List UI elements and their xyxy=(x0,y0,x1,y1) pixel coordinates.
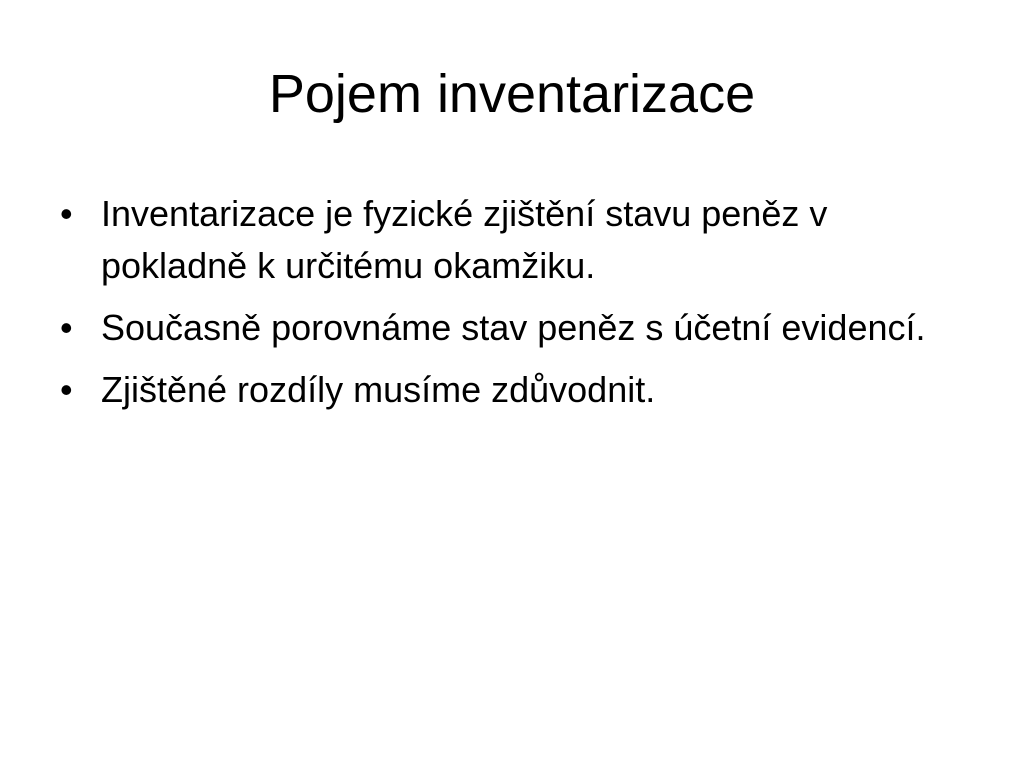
bullet-icon: • xyxy=(60,369,73,410)
bullet-text: Inventarizace je fyzické zjištění stavu peněz v pokladně k určitému okamžiku. xyxy=(101,193,828,286)
bullet-item xyxy=(60,364,960,416)
bullet-text: Zjištěné rozdíly musíme zdůvodnit. xyxy=(101,369,656,410)
bullet-list xyxy=(60,188,960,426)
bullet-icon: • xyxy=(60,307,73,348)
bullet-item xyxy=(60,188,960,292)
bullet-item xyxy=(60,302,960,354)
bullet-text: Současně porovnáme stav peněz s účetní evidencí. xyxy=(101,307,926,348)
bullet-icon: • xyxy=(60,193,73,234)
slide-title: Pojem inventarizace xyxy=(268,64,756,124)
